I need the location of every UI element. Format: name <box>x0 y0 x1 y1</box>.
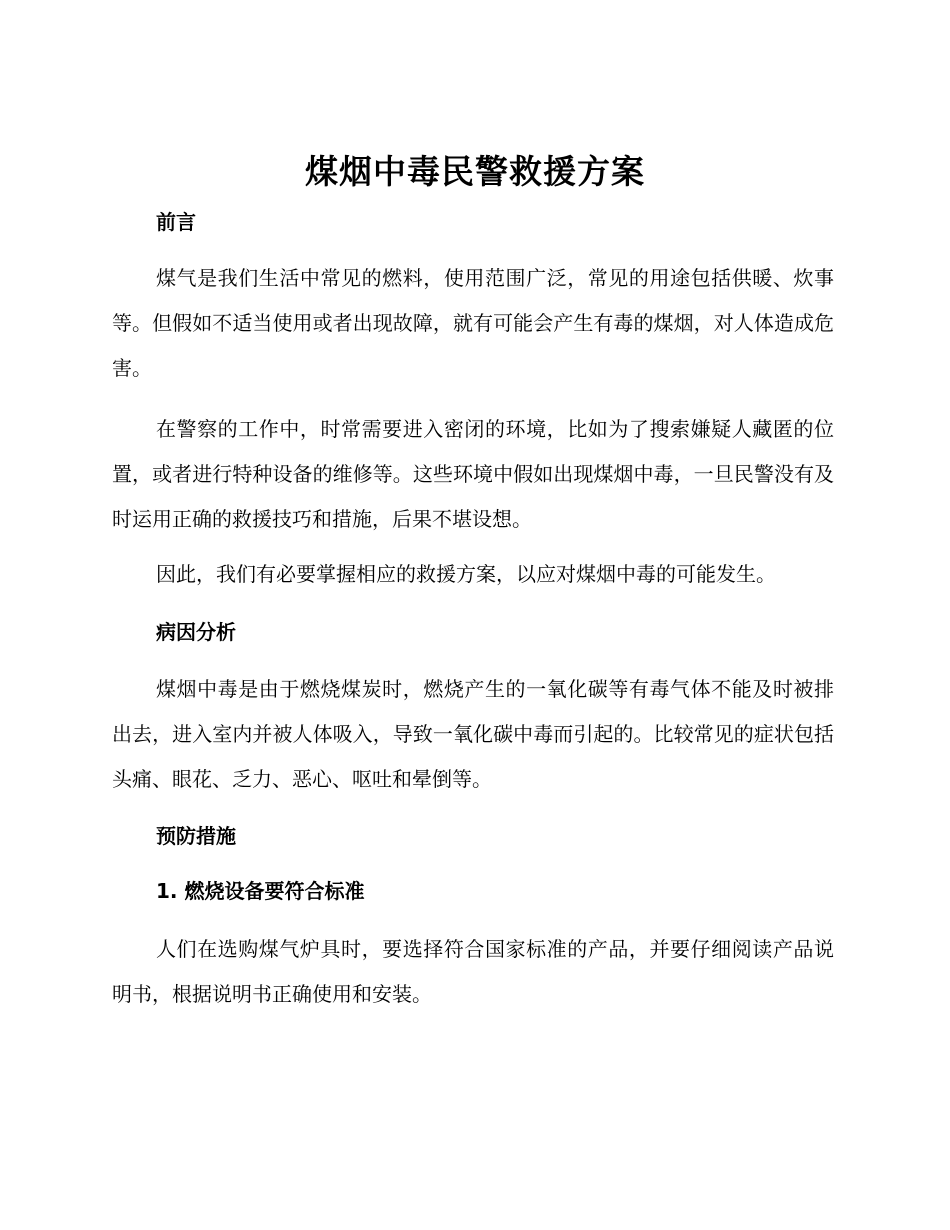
paragraph-equipment-standard: 人们在选购煤气炉具时，要选择符合国家标准的产品，并要仔细阅读产品说明书，根据说明书正确使用和安装。 <box>112 937 834 1006</box>
paragraph-preface-2: 在警察的工作中，时常需要进入密闭的环境，比如为了搜索嫌疑人藏匿的位置，或者进行特种设备的维修等。这些环境中假如出现煤烟中毒，一旦民警没有及时运用正确的救援技巧和措施，后果不堪设想。 <box>112 417 834 531</box>
paragraph-cause-analysis: 煤烟中毒是由于燃烧煤炭时，燃烧产生的一氧化碳等有毒气体不能及时被排出去，进入室内并被人体吸入，导致一氧化碳中毒而引起的。比较常见的症状包括头痛、眼花、乏力、恶心、呕吐和晕倒等。 <box>112 677 834 791</box>
section-heading-prevention: 预防措施 <box>156 824 236 848</box>
section-heading-cause-analysis: 病因分析 <box>156 620 236 644</box>
paragraph-preface-1: 煤气是我们生活中常见的燃料，使用范围广泛，常见的用途包括供暖、炊事等。但假如不适当使用或者出现故障，就有可能会产生有毒的煤烟，对人体造成危害。 <box>112 266 834 380</box>
section-heading-preface: 前言 <box>156 210 196 234</box>
paragraph-preface-3: 因此，我们有必要掌握相应的救援方案，以应对煤烟中毒的可能发生。 <box>156 562 776 586</box>
subheading-equipment-standard: 1. 燃烧设备要符合标准 <box>156 879 365 903</box>
document-title: 煤烟中毒民警救援方案 <box>305 152 645 191</box>
